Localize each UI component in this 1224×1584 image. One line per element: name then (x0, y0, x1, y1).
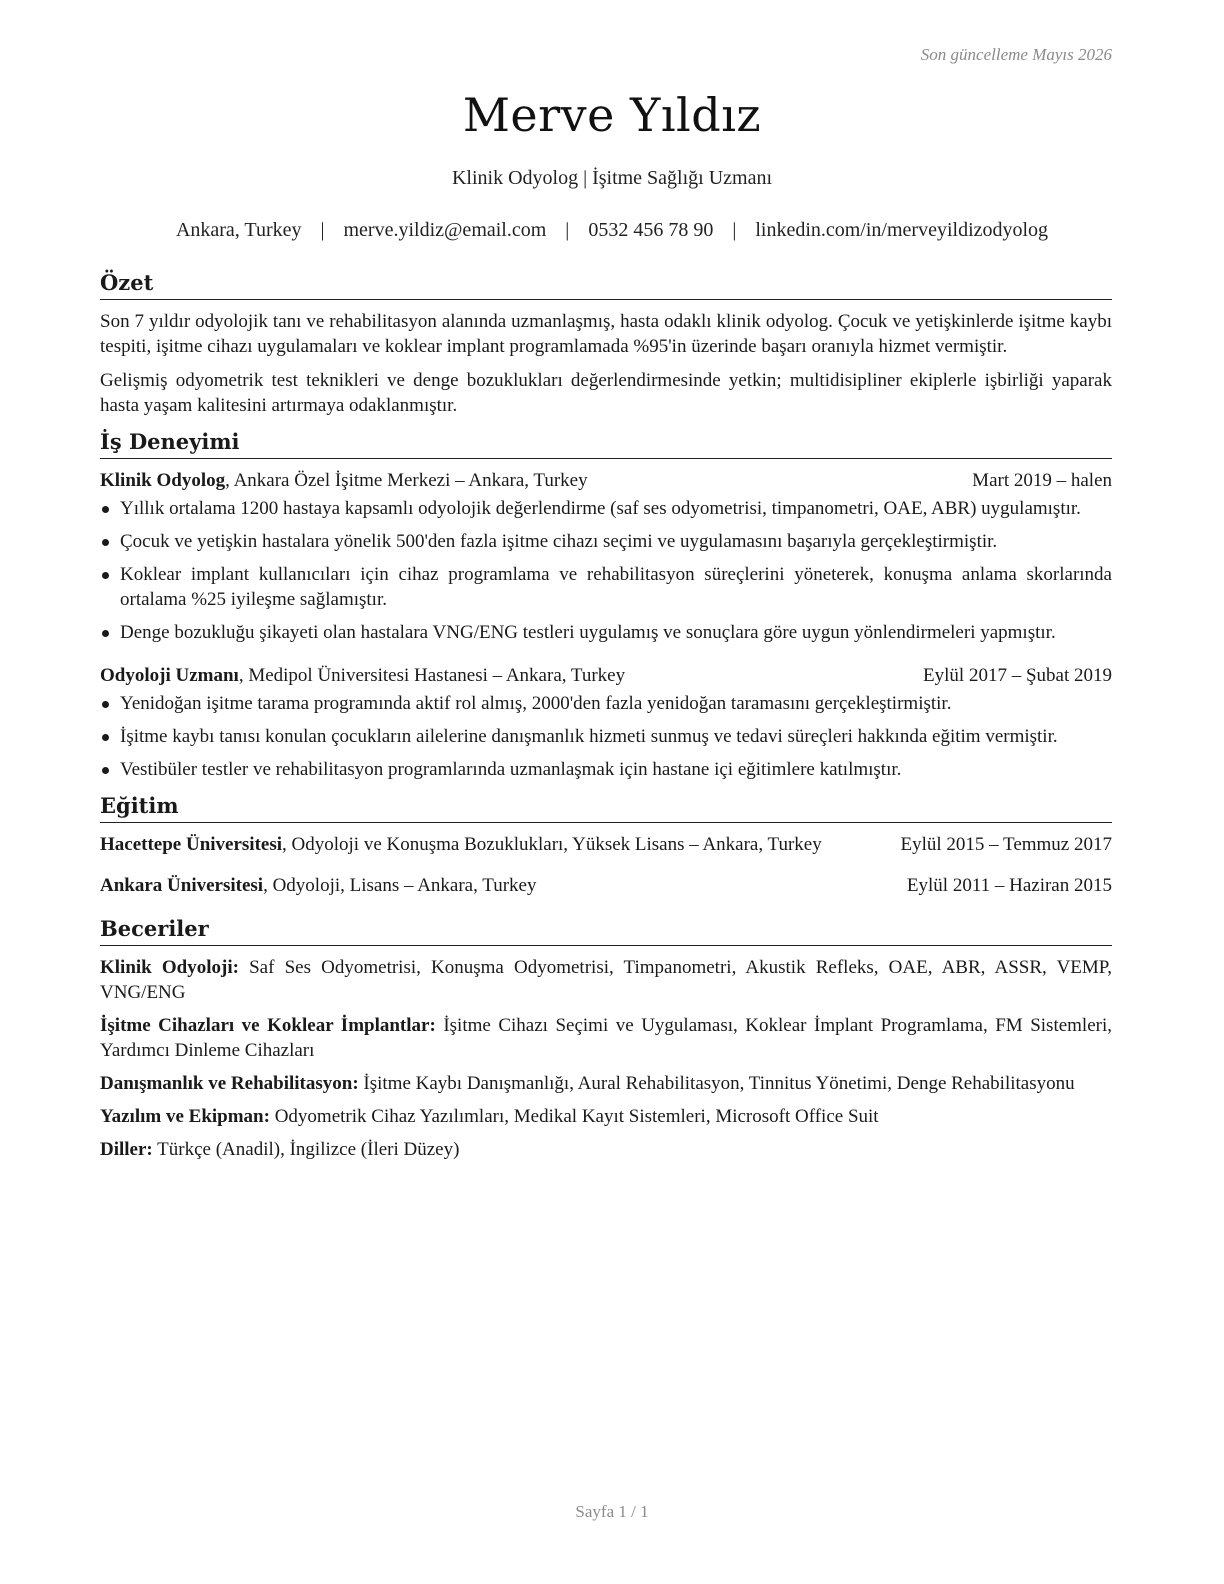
contact-separator: | (565, 219, 570, 241)
summary-section (100, 268, 1112, 418)
bullet-icon (102, 734, 109, 741)
education-section (100, 791, 1112, 898)
bullet-icon (102, 767, 109, 774)
section-title-skills: Beceriler (100, 914, 1112, 946)
skill-row (100, 1013, 1112, 1063)
resume-content (100, 268, 1112, 1170)
bullet-item: Yıllık ortalama 1200 hastaya kapsamlı odyolojik değerlendirme (saf ses odyometrisi, timpanometri, OAE, ABR) uygulamıştır. (100, 496, 1112, 521)
contact-line (0, 219, 1224, 242)
skill-row (100, 1071, 1112, 1096)
bullet-item: Denge bozukluğu şikayeti olan hastalara VNG/ENG testleri uygulamış ve sonuçlara göre uygun yönlendirmeleri yapmıştır. (100, 620, 1112, 645)
education-detail: , Odyoloji ve Konuşma Bozuklukları, Yüksek Lisans – Ankara, Turkey (282, 834, 822, 855)
bullet-icon (102, 539, 109, 546)
contact-separator: | (732, 219, 737, 241)
job-dates: Eylül 2017 – Şubat 2019 (923, 665, 1112, 686)
bullet-icon (102, 572, 109, 579)
education-entry (100, 832, 1112, 857)
education-entry (100, 873, 1112, 898)
bullet-item: İşitme kaybı tanısı konulan çocukların ailelerine danışmanlık hizmeti sunmuş ve tedavi süreçleri hakkında eğitim vermiştir. (100, 724, 1112, 749)
last-updated: Son güncelleme Mayıs 2026 (920, 45, 1112, 64)
skill-label: Yazılım ve Ekipman: (100, 1106, 270, 1127)
skill-value: İşitme Cihazı Seçimi ve Uygulaması, Koklear İmplant Programlama, FM Sistemleri, Yardımcı Dinleme Cihazları (100, 1015, 1113, 1061)
education-school: Hacettepe Üniversitesi (100, 834, 283, 855)
job-entry (100, 663, 1112, 782)
skills-section (100, 914, 1112, 1162)
skill-value: Saf Ses Odyometrisi, Konuşma Odyometrisi, Timpanometri, Akustik Refleks, OAE, ABR, ASSR, VEMP, VNG/ENG (100, 957, 1113, 1003)
skill-row (100, 1104, 1112, 1129)
section-title-summary: Özet (100, 268, 1112, 300)
bullet-icon (102, 630, 109, 637)
summary-paragraph: Gelişmiş odyometrik test teknikleri ve denge bozuklukları değerlendirmesinde yetkin; multidisipliner ekiplerle işbirliği yaparak hasta yaşam kalitesini artırmaya odaklanmıştır. (100, 370, 1112, 416)
contact-separator: | (320, 219, 325, 241)
skill-row (100, 1137, 1112, 1162)
bullet-item: Vestibüler testler ve rehabilitasyon programlarında uzmanlaşmak için hastane içi eğitimlere katılmıştır. (100, 757, 1112, 782)
job-dates: Mart 2019 – halen (972, 470, 1112, 491)
job-organization: , Medipol Üniversitesi Hastanesi – Ankara, Turkey (238, 665, 626, 686)
summary-paragraph: Son 7 yıldır odyolojik tanı ve rehabilitasyon alanında uzmanlaşmış, hasta odaklı klinik odyolog. Çocuk ve yetişkinlerde işitme kaybı tespiti, işitme cihazı uygulamaları ve koklear implant programlamada %95'in üzerinde başarı oranıyla hizmet vermiştir. (100, 311, 1112, 357)
education-dates: Eylül 2011 – Haziran 2015 (906, 875, 1112, 896)
skill-value: Odyometrik Cihaz Yazılımları, Medikal Kayıt Sistemleri, Microsoft Office Suit (269, 1106, 879, 1127)
bullet-item: Koklear implant kullanıcıları için cihaz programlama ve rehabilitasyon süreçlerini yöneterek, konuşma anlama skorlarında ortalama %25 iyileşme sağlamıştır. (100, 562, 1112, 612)
skill-value: İşitme Kaybı Danışmanlığı, Aural Rehabilitasyon, Tinnitus Yönetimi, Denge Rehabilitasyonu (358, 1073, 1075, 1094)
job-entry (100, 468, 1112, 645)
bullet-item: Yenidoğan işitme tarama programında aktif rol almış, 2000'den fazla yenidoğan taramasını gerçekleştirmiştir. (100, 691, 1112, 716)
job-header (100, 663, 1112, 688)
skill-value: Türkçe (Anadil), İngilizce (İleri Düzey) (152, 1139, 460, 1160)
bullet-icon (102, 701, 109, 708)
skill-label: Danışmanlık ve Rehabilitasyon: (100, 1073, 359, 1094)
bullet-item: Çocuk ve yetişkin hastalara yönelik 500'den fazla işitme cihazı seçimi ve uygulamasını başarıyla gerçekleştirmiştir. (100, 529, 1112, 554)
contact-linkedin[interactable]: linkedin.com/in/merveyildizodyolog (755, 219, 1049, 241)
candidate-name: Merve Yıldız (462, 88, 762, 142)
section-title-experience: İş Deneyimi (100, 427, 1112, 459)
experience-section (100, 427, 1112, 782)
contact-email[interactable]: merve.yildiz@email.com (343, 219, 547, 241)
page-number: Sayfa 1 / 1 (575, 1502, 649, 1521)
skill-row (100, 955, 1112, 1005)
section-title-education: Eğitim (100, 791, 1112, 823)
job-organization: , Ankara Özel İşitme Merkezi – Ankara, Turkey (225, 470, 588, 491)
candidate-title: Klinik Odyolog | İşitme Sağlığı Uzmanı (451, 167, 773, 189)
job-role: Klinik Odyolog (100, 470, 226, 491)
contact-phone: 0532 456 78 90 (588, 219, 714, 241)
job-role: Odyoloji Uzmanı (100, 665, 239, 686)
job-header (100, 468, 1112, 493)
education-school: Ankara Üniversitesi (100, 875, 264, 896)
job-bullets (100, 496, 1112, 645)
skill-label: İşitme Cihazları ve Koklear İmplantlar: (100, 1015, 436, 1036)
education-detail: , Odyoloji, Lisans – Ankara, Turkey (263, 875, 537, 896)
contact-location: Ankara, Turkey (175, 219, 302, 241)
job-bullets (100, 691, 1112, 782)
education-dates: Eylül 2015 – Temmuz 2017 (900, 834, 1112, 855)
skill-label: Diller: (100, 1139, 153, 1160)
bullet-icon (102, 506, 109, 513)
skill-label: Klinik Odyoloji: (100, 957, 239, 978)
